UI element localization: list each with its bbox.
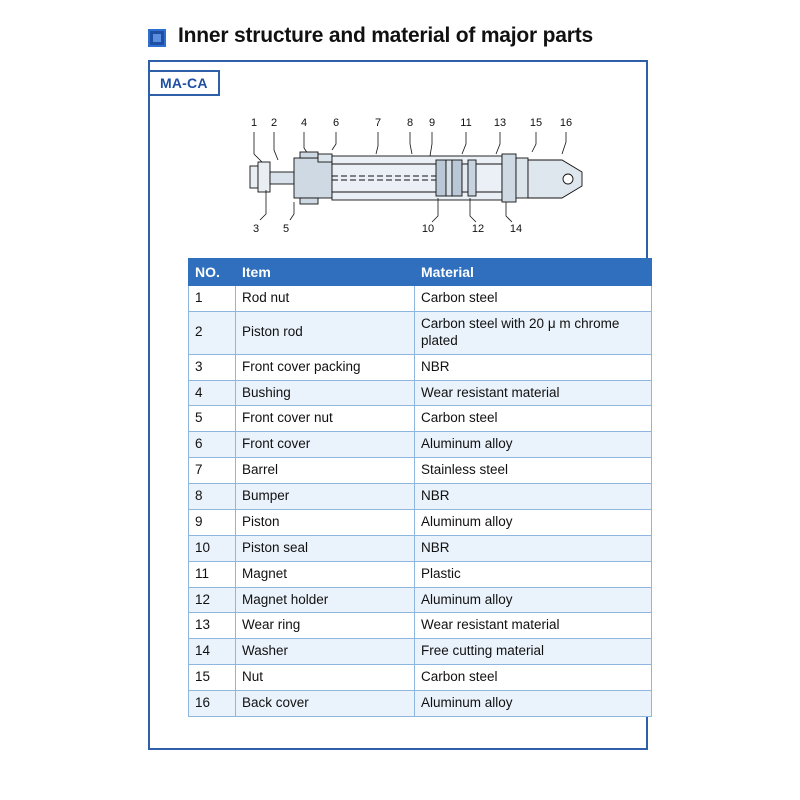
callout-1: 1: [250, 117, 258, 129]
cell-material: Aluminum alloy: [415, 432, 652, 458]
column-header-no: NO.: [189, 259, 236, 286]
cylinder-cross-section-drawing: [170, 110, 630, 250]
table-row: [189, 458, 652, 484]
cell-no: 14: [189, 639, 236, 665]
content-panel: [148, 60, 648, 750]
cell-no: 1: [189, 286, 236, 312]
cell-item: Front cover packing: [236, 354, 415, 380]
cell-item: Piston: [236, 509, 415, 535]
callout-13: 13: [493, 117, 507, 129]
cell-material: NBR: [415, 484, 652, 510]
cell-no: 13: [189, 613, 236, 639]
table-row: [189, 432, 652, 458]
callout-11: 11: [460, 117, 472, 129]
cell-material: Carbon steel: [415, 406, 652, 432]
table-header-row: [189, 259, 652, 286]
cell-item: Barrel: [236, 458, 415, 484]
cell-material: Free cutting material: [415, 639, 652, 665]
table-row: [189, 311, 652, 354]
cell-item: Bushing: [236, 380, 415, 406]
cell-material: Carbon steel: [415, 286, 652, 312]
callout-10: 10: [421, 223, 435, 235]
cell-item: Magnet: [236, 561, 415, 587]
callout-15: 15: [529, 117, 543, 129]
callout-5: 5: [282, 223, 290, 235]
cell-no: 15: [189, 665, 236, 691]
parts-material-table: [188, 258, 620, 717]
table-row: [189, 691, 652, 717]
cell-no: 2: [189, 311, 236, 354]
cell-no: 9: [189, 509, 236, 535]
cell-material: Aluminum alloy: [415, 691, 652, 717]
callout-4: 4: [300, 117, 308, 129]
table-row: [189, 665, 652, 691]
cell-no: 3: [189, 354, 236, 380]
table-row: [189, 406, 652, 432]
table-row: [189, 509, 652, 535]
callout-9: 9: [428, 117, 436, 129]
cell-material: Carbon steel with 20 μ m chrome plated: [415, 311, 652, 354]
callout-6: 6: [332, 117, 340, 129]
cell-material: Carbon steel: [415, 665, 652, 691]
cell-material: NBR: [415, 535, 652, 561]
table-row: [189, 286, 652, 312]
table-row: [189, 535, 652, 561]
model-tag: MA-CA: [150, 70, 220, 96]
blue-square-bullet-icon: [148, 29, 166, 47]
callout-7: 7: [374, 117, 382, 129]
column-header-item: Item: [236, 259, 415, 286]
table-row: [189, 639, 652, 665]
callout-3: 3: [252, 223, 260, 235]
table-row: [189, 380, 652, 406]
column-header-material: Material: [415, 259, 652, 286]
cell-no: 16: [189, 691, 236, 717]
cell-no: 8: [189, 484, 236, 510]
cell-item: Wear ring: [236, 613, 415, 639]
cell-material: NBR: [415, 354, 652, 380]
callout-2: 2: [270, 117, 278, 129]
cell-no: 7: [189, 458, 236, 484]
cell-item: Front cover: [236, 432, 415, 458]
table-row: [189, 587, 652, 613]
table-row: [189, 613, 652, 639]
cell-material: Wear resistant material: [415, 613, 652, 639]
cell-item: Magnet holder: [236, 587, 415, 613]
cell-item: Front cover nut: [236, 406, 415, 432]
cell-no: 10: [189, 535, 236, 561]
callout-14: 14: [509, 223, 523, 235]
cell-material: Stainless steel: [415, 458, 652, 484]
callout-16: 16: [559, 117, 573, 129]
cell-no: 5: [189, 406, 236, 432]
callout-12: 12: [471, 223, 485, 235]
table-row: [189, 561, 652, 587]
callout-8: 8: [406, 117, 414, 129]
table-row: [189, 484, 652, 510]
cell-item: Piston seal: [236, 535, 415, 561]
cell-material: Plastic: [415, 561, 652, 587]
cell-no: 6: [189, 432, 236, 458]
cell-material: Aluminum alloy: [415, 587, 652, 613]
cell-no: 11: [189, 561, 236, 587]
cell-item: Washer: [236, 639, 415, 665]
page-title: Inner structure and material of major parts: [178, 24, 594, 47]
cell-item: Piston rod: [236, 311, 415, 354]
page-heading: [148, 24, 593, 48]
table-row: [189, 354, 652, 380]
cell-material: Wear resistant material: [415, 380, 652, 406]
cell-item: Rod nut: [236, 286, 415, 312]
cell-item: Bumper: [236, 484, 415, 510]
cell-item: Back cover: [236, 691, 415, 717]
cell-material: Aluminum alloy: [415, 509, 652, 535]
cell-no: 4: [189, 380, 236, 406]
cell-item: Nut: [236, 665, 415, 691]
cell-no: 12: [189, 587, 236, 613]
